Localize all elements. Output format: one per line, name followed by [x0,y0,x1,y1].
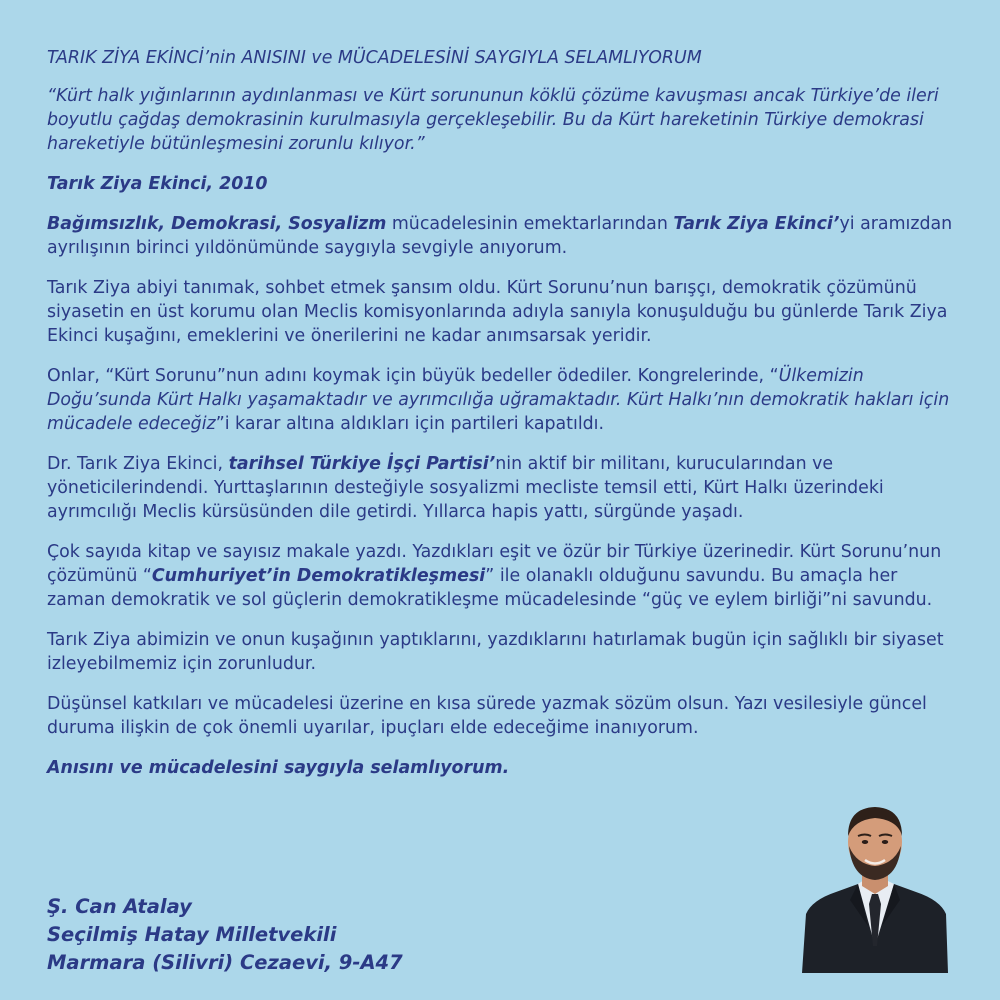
signature-location: Marmara (Silivri) Cezaevi, 9-A47 [47,951,403,974]
paragraph-4 [47,452,957,524]
opening-quote: “Kürt halk yığınlarının aydınlanması ve Kürt sorununun köklü çözüme kavuşması ancak Türkiye’de ileri boyutlu çağdaş demokrasinin kurulmasıyla gerçekleşebilir. Bu da Kürt hareketinin Türkiye demokrasi hareketiyle bütünleşmesini zorunlu kılıyor.” [47,86,939,154]
p1-bold-1: Bağımsızlık, Demokrasi, Sosyalizm [47,214,387,234]
p4-text-1: Dr. Tarık Ziya Ekinci, [47,454,229,474]
p4-bold-1: tarihsel Türkiye İşçi Partisi’ [228,454,496,474]
p5-text-1: Çok sayıda kitap ve sayısız makale yazdı. Yazdıkları eşit ve özür bir Türkiye üzerinedir. Kürt Sorunu’nun çözümünü “ [47,542,942,586]
signature-block [47,893,403,977]
p5-text-2: ” ile olanaklı olduğunu savundu. Bu amaçla her zaman demokratik ve sol güçlerin demokratikleşme mücadelesinde “güç ve eylem birliği”ni savundu. [47,566,933,610]
p1-bold-2: Tarık Ziya Ekinci’ [673,214,840,234]
paragraph-5 [47,540,957,612]
portrait-illustration [802,796,948,973]
p3-text-2: ”i karar altına aldıkları için partileri kapatıldı. [215,414,605,434]
p1-text-2: yi aramızdan ayrılışının birinci yıldönümünde saygıyla sevgiyle anıyorum. [47,214,953,258]
letter-heading: TARIK ZİYA EKİNCİ’nin ANISINI ve MÜCADELESİNİ SAYGIYLA SELAMLIYORUM [47,48,702,68]
p4-text-2: nin aktif bir militanı, kurucularından ve yöneticilerindendi. Yurttaşlarının desteğiyle sosyalizmi mecliste temsil etti, Kürt Halkı üzerindeki ayrımcılığı Meclis kürsüsünden dile getirdi. Yıllarca hapis yattı, sürgünde yaşadı. [47,454,884,522]
quote-attribution: Tarık Ziya Ekinci, 2010 [47,174,268,194]
signature-name: Ş. Can Atalay [47,895,192,918]
paragraph-2: Tarık Ziya abiyi tanımak, sohbet etmek şansım oldu. Kürt Sorunu’nun barışçı, demokratik çözümünü siyasetin en üst korumu olan Meclis komisyonlarında adıyla sanıyla konuşulduğu bu günlerde Tarık Ziya Ekinci kuşağını, emeklerini ve önerilerini ne kadar anımsarsak yeridir. [47,278,948,346]
paragraph-6: Tarık Ziya abimizin ve onun kuşağının yaptıklarını, yazdıklarını hatırlamak bugün için sağlıklı bir siyaset izleyebilmemiz için zorunludur. [47,630,944,674]
p5-bold-1: Cumhuriyet’in Demokratikleşmesi [151,566,486,586]
p1-text-1: mücadelesinin emektarlarından [386,214,674,234]
paragraph-3 [47,364,957,436]
p3-italic-1: Ülkemizin Doğu’sunda Kürt Halkı yaşamaktadır ve ayrımcılığa uğramaktadır. Kürt Halkı’nın demokratik hakları için mücadele edeceğiz [47,366,950,434]
paragraph-1 [47,212,957,260]
letter-body [47,46,957,810]
portrait-photo [802,796,948,973]
closing-line: Anısını ve mücadelesini saygıyla selamlıyorum. [47,758,510,778]
signature-title: Seçilmiş Hatay Milletvekili [47,923,337,946]
p3-text-1: Onlar, “Kürt Sorunu”nun adını koymak için büyük bedeller ödediler. Kongrelerinde, “ [47,366,779,386]
paragraph-7: Düşünsel katkıları ve mücadelesi üzerine en kısa sürede yazmak sözüm olsun. Yazı vesilesiyle güncel duruma ilişkin de çok önemli uyarılar, ipuçları elde edeceğime inanıyorum. [47,694,927,738]
